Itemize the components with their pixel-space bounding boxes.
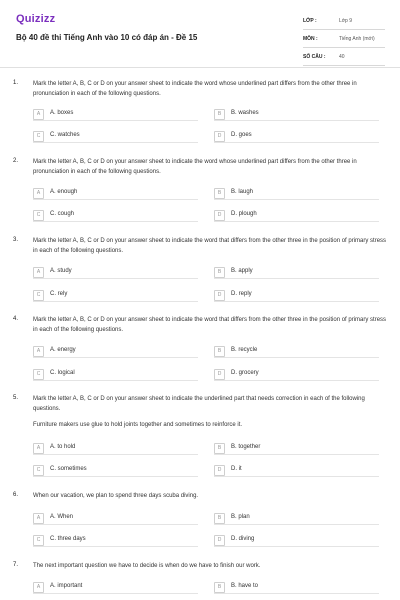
option-a[interactable] — [33, 442, 198, 455]
worksheet-meta — [303, 12, 385, 66]
question-text: Mark the letter A, B, C or D on your answer sheet to indicate the word that differs from the other three in the position of primary stress in each of the following questions. — [33, 317, 387, 333]
option-text: C. logical — [50, 370, 75, 376]
question-text: When our vacation, we plan to spend three days scuba diving. — [33, 493, 199, 499]
option-text: A. boxes — [50, 110, 74, 116]
question-text: Mark the letter A, B, C or D on your answer sheet to indicate the underlined part that needs correction in each of the following questions. — [33, 396, 365, 412]
option-letter-box: A — [33, 188, 44, 199]
option-letter-box: C — [33, 465, 44, 476]
option-d[interactable] — [214, 534, 379, 547]
option-text: A. study — [50, 268, 72, 274]
option-text: A. to hold — [50, 444, 76, 450]
meta-row-count — [303, 48, 385, 66]
option-text: C. watches — [50, 132, 80, 138]
option-letter-box: A — [33, 267, 44, 278]
option-text: A. enough — [50, 189, 78, 195]
option-letter-box: B — [214, 109, 225, 120]
option-letter-box: B — [214, 513, 225, 524]
option-c[interactable] — [33, 209, 198, 222]
option-letter-box: A — [33, 513, 44, 524]
option-text: D. plough — [231, 211, 257, 217]
option-text: B. plan — [231, 514, 250, 520]
option-text: B. have to — [231, 583, 259, 589]
question-text: Mark the letter A, B, C or D on your answer sheet to indicate the word that differs from the other three in the position of primary stress in each of the following questions. — [33, 238, 387, 254]
option-b[interactable] — [214, 442, 379, 455]
option-letter-box: B — [214, 443, 225, 454]
option-letter-box: B — [214, 267, 225, 278]
option-text: B. laugh — [231, 189, 254, 195]
question-number: 7. — [13, 562, 19, 568]
question-number: 4. — [13, 316, 19, 322]
option-letter-box: D — [214, 290, 225, 301]
option-letter-box: C — [33, 290, 44, 301]
option-letter-box: D — [214, 210, 225, 221]
option-b[interactable] — [214, 512, 379, 525]
meta-key: MÔN : — [303, 35, 318, 42]
question-number: 2. — [13, 158, 19, 164]
option-a[interactable] — [33, 581, 198, 594]
question-number: 3. — [13, 237, 19, 243]
option-letter-box: C — [33, 369, 44, 380]
option-b[interactable] — [214, 266, 379, 279]
quizizz-logo: Quizizz — [16, 13, 56, 25]
option-letter-box: B — [214, 188, 225, 199]
option-text: D. it — [231, 466, 242, 472]
option-letter-box: A — [33, 109, 44, 120]
option-b[interactable] — [214, 581, 379, 594]
option-letter-box: A — [33, 582, 44, 593]
option-text: B. together — [231, 444, 261, 450]
option-d[interactable] — [214, 130, 379, 143]
option-a[interactable] — [33, 187, 198, 200]
option-a[interactable] — [33, 512, 198, 525]
question-number: 5. — [13, 395, 19, 401]
option-text: D. diving — [231, 536, 255, 542]
question-number: 1. — [13, 80, 19, 86]
option-letter-box: D — [214, 465, 225, 476]
option-c[interactable] — [33, 130, 198, 143]
option-c[interactable] — [33, 464, 198, 477]
meta-value: 40 — [339, 53, 345, 60]
option-d[interactable] — [214, 209, 379, 222]
option-text: C. rely — [50, 291, 68, 297]
option-c[interactable] — [33, 368, 198, 381]
option-c[interactable] — [33, 289, 198, 302]
meta-key: SỐ CÂU : — [303, 53, 326, 60]
option-letter-box: A — [33, 443, 44, 454]
meta-row-subject — [303, 30, 385, 48]
option-letter-box: C — [33, 535, 44, 546]
option-text: A. energy — [50, 347, 76, 353]
option-d[interactable] — [214, 368, 379, 381]
option-letter-box: D — [214, 535, 225, 546]
question-text: Mark the letter A, B, C or D on your answer sheet to indicate the word whose underlined part differs from the other three in pronunciation in each of the following questions. — [33, 159, 357, 175]
option-letter-box: C — [33, 131, 44, 142]
option-text: D. goes — [231, 132, 252, 138]
option-a[interactable] — [33, 345, 198, 358]
option-letter-box: B — [214, 582, 225, 593]
question-text: Mark the letter A, B, C or D on your answer sheet to indicate the word whose underlined part differs from the other three in pronunciation in each of the following questions. — [33, 81, 357, 97]
meta-row-class — [303, 12, 385, 30]
option-letter-box: D — [214, 369, 225, 380]
option-text: C. sometimes — [50, 466, 87, 472]
option-text: B. recycle — [231, 347, 258, 353]
option-text: A. important — [50, 583, 83, 589]
option-text: D. grocery — [231, 370, 259, 376]
option-a[interactable] — [33, 266, 198, 279]
option-text: A. When — [50, 514, 74, 520]
option-b[interactable] — [214, 345, 379, 358]
option-d[interactable] — [214, 464, 379, 477]
option-text: B. washes — [231, 110, 259, 116]
meta-value: Lớp 9 — [339, 17, 353, 24]
option-text: C. three days — [50, 536, 86, 542]
question-sentence: Furniture makers use glue to hold joints together and sometimes to reinforce it. — [33, 422, 243, 428]
option-b[interactable] — [214, 187, 379, 200]
option-text: D. reply — [231, 291, 252, 297]
option-letter-box: A — [33, 346, 44, 357]
option-letter-box: D — [214, 131, 225, 142]
header-divider — [0, 67, 400, 68]
option-b[interactable] — [214, 108, 379, 121]
meta-value: Tiếng Anh (mới) — [339, 35, 375, 42]
question-text: The next important question we have to decide is when do we have to finish our work. — [33, 563, 261, 569]
option-text: B. apply — [231, 268, 253, 274]
option-text: C. cough — [50, 211, 75, 217]
option-letter-box: B — [214, 346, 225, 357]
option-letter-box: C — [33, 210, 44, 221]
question-number: 6. — [13, 492, 19, 498]
option-d[interactable] — [214, 289, 379, 302]
meta-key: LỚP : — [303, 17, 317, 24]
page-title: Bộ 40 đề thi Tiếng Anh vào 10 có đáp án - Đề 15 — [16, 33, 198, 42]
option-c[interactable] — [33, 534, 198, 547]
option-a[interactable] — [33, 108, 198, 121]
